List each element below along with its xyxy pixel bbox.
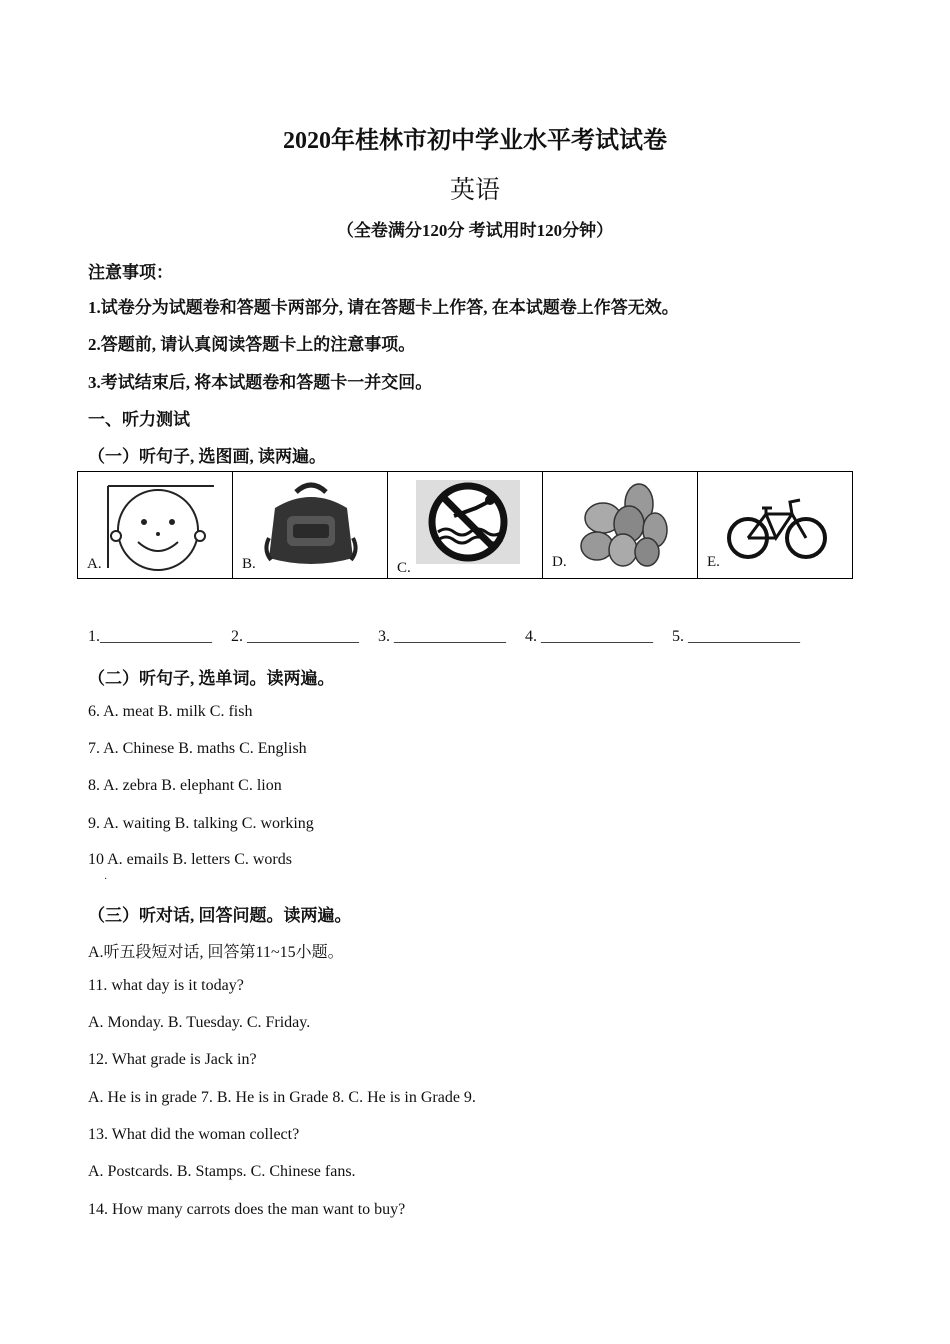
answer-blank-2[interactable]: 2. ______________: [231, 628, 359, 645]
note-item-3: 3.考试结束后, 将本试题卷和答题卡一并交回。: [88, 373, 433, 392]
picture-cell-c: [388, 472, 543, 578]
section2-heading: （二）听句子, 选单词。读两遍。: [88, 669, 335, 688]
answer-blank-3[interactable]: 3. ______________: [378, 628, 506, 645]
notes-heading: 注意事项：: [88, 263, 173, 282]
answer-blank-4[interactable]: 4. ______________: [525, 628, 653, 645]
picture-label-d: D.: [552, 554, 567, 570]
subject-title: 英语: [449, 177, 500, 204]
question-13: 13. What did the woman collect?: [88, 1126, 300, 1143]
picture-label-e: E.: [707, 554, 720, 570]
section3-intro: A.听五段短对话, 回答第11~15小题。: [88, 944, 344, 961]
smiley-face-icon: [106, 484, 218, 572]
bicycle-icon: [726, 494, 828, 564]
question-10: 10 A. emails B. letters C. words: [88, 851, 292, 868]
backpack-icon: [261, 478, 361, 570]
picture-table: [77, 471, 853, 579]
question-6: 6. A. meat B. milk C. fish: [88, 703, 253, 720]
eggs-icon: [571, 482, 675, 570]
question-11: 11. what day is it today?: [88, 977, 244, 994]
no-swimming-icon: [416, 480, 520, 564]
answer-blanks: [88, 628, 815, 646]
stray-dot: ·: [104, 874, 108, 885]
picture-label-c: C.: [397, 560, 411, 576]
section3-heading: （三）听对话, 回答问题。读两遍。: [88, 906, 352, 925]
part1-heading: 一、听力测试: [88, 410, 190, 429]
question-12: 12. What grade is Jack in?: [88, 1051, 257, 1068]
exam-title: 2020年桂林市初中学业水平考试试卷: [283, 128, 667, 154]
question-13-options: A. Postcards. B. Stamps. C. Chinese fans.: [88, 1163, 356, 1180]
exam-info: （全卷满分120分 考试用时120分钟）: [336, 221, 614, 240]
picture-cell-d: [543, 472, 698, 578]
note-item-2: 2.答题前, 请认真阅读答题卡上的注意事项。: [88, 335, 416, 354]
question-14: 14. How many carrots does the man want to buy?: [88, 1201, 406, 1218]
picture-cell-b: [233, 472, 388, 578]
picture-label-a: A.: [87, 556, 102, 572]
picture-cell-e: [698, 472, 852, 578]
question-8: 8. A. zebra B. elephant C. lion: [88, 777, 282, 794]
section1-heading: （一）听句子, 选图画, 读两遍。: [88, 447, 326, 466]
question-11-options: A. Monday. B. Tuesday. C. Friday.: [88, 1014, 311, 1031]
note-item-1: 1.试卷分为试题卷和答题卡两部分, 请在答题卡上作答, 在本试题卷上作答无效。: [88, 298, 679, 317]
answer-blank-1[interactable]: 1.______________: [88, 628, 212, 645]
question-12-options: A. He is in grade 7. B. He is in Grade 8. C. He is in Grade 9.: [88, 1089, 476, 1106]
answer-blank-5[interactable]: 5. ______________: [672, 628, 800, 645]
picture-label-b: B.: [242, 556, 256, 572]
question-7: 7. A. Chinese B. maths C. English: [88, 740, 307, 757]
picture-cell-a: [78, 472, 233, 578]
question-9: 9. A. waiting B. talking C. working: [88, 815, 314, 832]
